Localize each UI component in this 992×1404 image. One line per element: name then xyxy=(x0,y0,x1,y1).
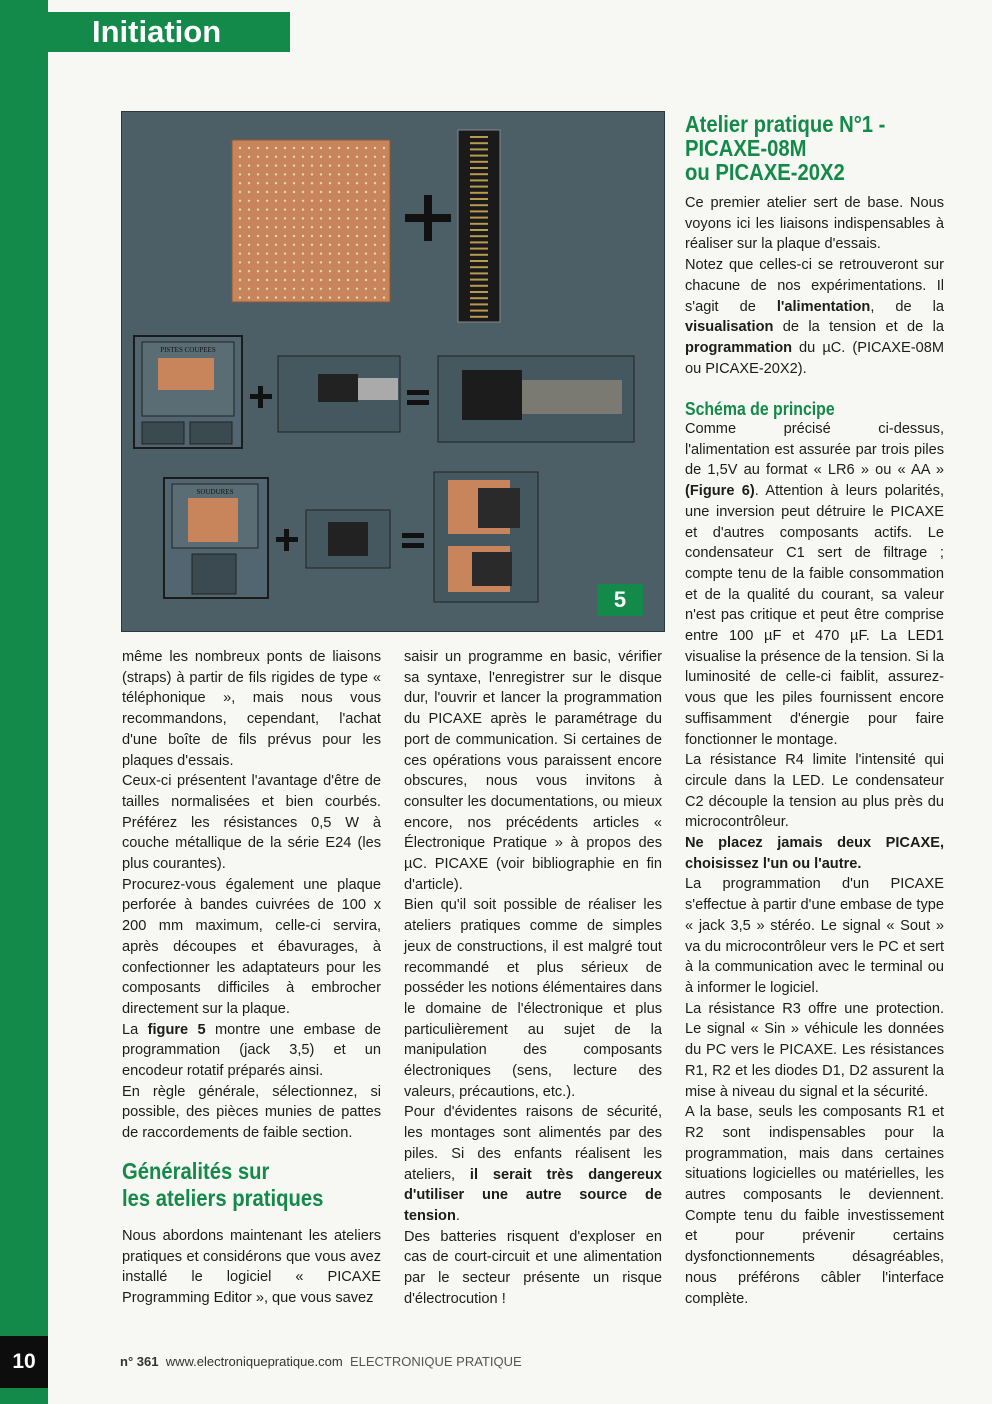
perfboard xyxy=(232,140,390,302)
column-3 xyxy=(685,193,944,379)
generalites-title-line1: Généralités sur xyxy=(122,1158,270,1184)
issue-number: n° 361 xyxy=(120,1354,159,1369)
schema-para-4: La résistance R3 offre une protection. Le signal « Sin » véhicule les données du PC vers le PICAXE. Les résistances R1, R2 et les diodes D1, D2 assurent la mise à niveau du signal et la sécurité. xyxy=(685,1000,944,1100)
figure-number-badge: 5 xyxy=(597,584,643,616)
atelier-para-1: Ce premier atelier sert de base. Nous voyons ici les liaisons indispensables à réaliser sur la plaque d'essais. xyxy=(685,195,944,253)
equals-sign-2 xyxy=(402,533,424,548)
figure-5-photo xyxy=(121,111,665,632)
schema-para-1: Comme précisé ci-dessus, l'alimentation est assurée par trois piles de 1,5V au format « LR6 » ou « AA » (Figure 6). Attention à leurs polarités, une inversion peut détruire le PICAXE et d'autres composants actifs. Le condensateur C1 sert de filtrage ; compte tenu de la faible consommation et de la qualité du courant, sa valeur n'est pas critique et peut être comprise entre 100 µF et 470 µF. La LED1 visualise la présence de la tension. Si la luminosité de celle-ci faiblit, assurez-vous que les piles fournissent encore suffisamment d'énergie pour faire fonctionner le montage. xyxy=(685,421,944,748)
col1-para-5: En règle générale, sélectionnez, si possible, des pièces munies de pattes de raccordements de faible section. xyxy=(122,1083,381,1142)
figure-illustration xyxy=(122,112,664,631)
col2-para-4: Des batteries risquent d'exploser en cas de court-circuit et une alimentation par le secteur présente un risque d'électrocution ! xyxy=(404,1228,662,1307)
generalites-title-line2: les ateliers pratiques xyxy=(122,1185,324,1211)
page-number: 10 xyxy=(0,1336,48,1388)
plus-sign-1 xyxy=(405,195,451,241)
footer-url: www.electroniquepratique.com xyxy=(165,1354,343,1369)
schema-title: Schéma de principe xyxy=(685,399,835,419)
atelier-para-2: Notez que celles-ci se retrouveront sur chacune de nos expérimentations. Il s'agit de l'alimentation, de la visualisation de la tension et de la programmation du µC. (PICAXE-08M ou PICAXE-20X2). xyxy=(685,257,944,377)
generalites-title xyxy=(122,1159,351,1210)
small-board-1 xyxy=(158,358,214,390)
label-pistes: PISTES COUPEES xyxy=(160,346,216,354)
col1-para-4: La figure 5 montre une embase de programmation (jack 3,5) et un encodeur rotatif préparés ainsi. xyxy=(122,1021,382,1080)
column-1 xyxy=(122,647,381,1144)
col1-para-1: même les nombreux ponts de liaisons (straps) à partir de fils rigides de type « téléphonique », mais nous vous recommandons, cependant, l'achat d'une boîte de fils prévus pour les plaques d'essais. xyxy=(122,649,381,769)
footer xyxy=(120,1354,522,1369)
schema-para-5: A la base, seuls les composants R1 et R2 sont indispensables pour la programmation, mais dans certaines situations logicielles ou matérielles, les autres composants le deviennent. Compte tenu du faible investissement et pour prévenir certains dysfonctionnements désagréables, nous préférons câbler l'interface complète. xyxy=(685,1104,944,1307)
section-label: Initiation xyxy=(48,12,290,52)
col2-para-1: saisir un programme en basic, vérifier sa syntaxe, l'enregistrer sur le disque dur, l'ouvrir et lancer la programmation du PICAXE après le paramétrage du port de communication. Si certaines de ces opérations vous paraissent encore obscures, nous vous invitons à consulter les documentations, ou mieux encore, nos précédents articles « Électronique Pratique » à propos des µC. PICAXE (voir bibliographie en fin d'article). xyxy=(404,649,662,893)
schema-para-3: La programmation d'un PICAXE s'effectue à partir d'une embase de type « jack 3,5 » stéréo. Le signal « Sout » va du microcontrôleur vers le PC et sert à la communication avec le terminal ou à informer le logiciel. xyxy=(685,876,944,996)
atelier-title-line1: Atelier pratique N°1 - xyxy=(685,111,886,137)
schema-para-2: La résistance R4 limite l'intensité qui circule dans la LED. Le condensateur C2 découple la tension au plus près du microcontrôleur. xyxy=(685,752,944,831)
plus-sign-2 xyxy=(250,386,272,408)
pin-header-strip xyxy=(458,130,500,322)
schema-text xyxy=(685,419,944,1309)
small-board-2 xyxy=(188,498,238,542)
schema-bold: Ne placez jamais deux PICAXE, choisissez l'un ou l'autre. xyxy=(685,835,944,872)
column-2 xyxy=(404,647,662,1310)
atelier-title xyxy=(685,112,965,184)
col1-para-3: Procurez-vous également une plaque perforée à bandes cuivrées de 100 x 200 mm maximum, celle-ci servira, après découpes et ébavurages, à confectionner les adaptateurs pour les composants difficiles à embrocher directement sur la plaque. xyxy=(122,876,381,1017)
atelier-title-line2: PICAXE-08M xyxy=(685,135,807,161)
col1-para-2: Ceux-ci présentent l'avantage d'être de tailles normalisées et bien courbés. Préférez les résistances 0,5 W à couche métallique de la série E24 (les plus courantes). xyxy=(122,773,381,873)
equals-sign-1 xyxy=(407,390,429,405)
label-soudures: SOUDURES xyxy=(196,488,234,496)
col2-para-2: Bien qu'il soit possible de réaliser les ateliers pratiques comme de simples jeux de constructions, il est malgré tout recommandé et plus sérieux de posséder les notions élémentaires dans le domaine de l'électronique et plus particulièrement au sujet de la manipulation des composants électroniques (sens, lecture des valeurs, précautions, etc.). xyxy=(404,897,662,1100)
left-margin-bar xyxy=(0,0,48,1404)
col2-para-3: Pour d'évidentes raisons de sécurité, les montages sont alimentés par des piles. Si des enfants réalisent les ateliers, il serait très dangereux d'utiliser une autre source de tension. xyxy=(404,1104,662,1224)
magazine-name: ELECTRONIQUE PRATIQUE xyxy=(349,1354,522,1369)
plus-sign-3 xyxy=(276,529,298,551)
generalites-text: Nous abordons maintenant les ateliers pratiques et considérons que vous avez installé le logiciel « PICAXE Programming Editor », que vous savez xyxy=(122,1228,381,1307)
atelier-title-line3: ou PICAXE-20X2 xyxy=(685,159,845,185)
